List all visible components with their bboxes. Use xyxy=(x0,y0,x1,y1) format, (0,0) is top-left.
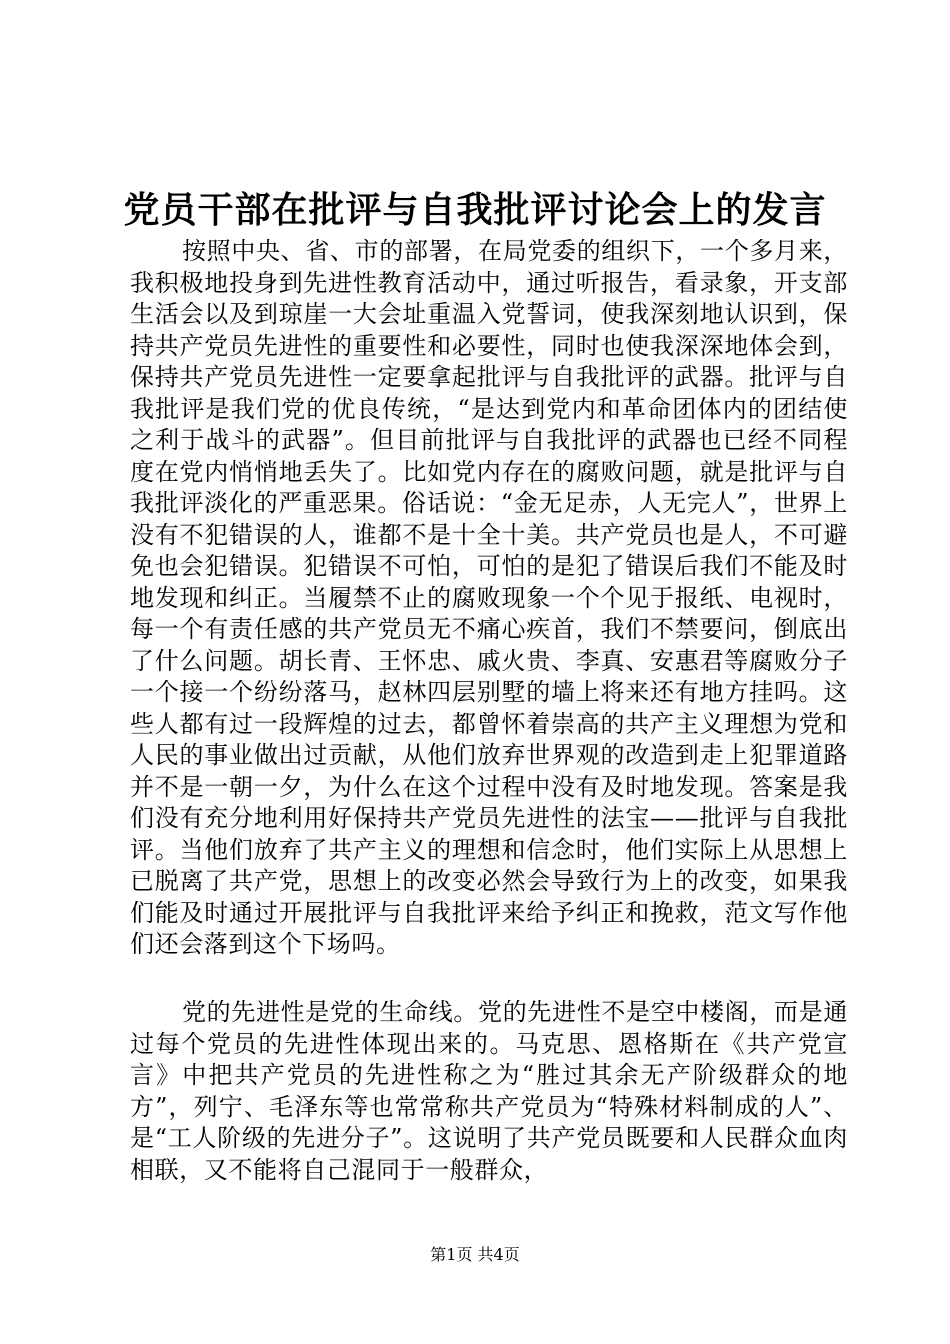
paragraph-1: 按照中央、省、市的部署，在局党委的组织下，一个多月来，我积极地投身到先进性教育活动中，通过听报告，看录象，开支部生活会以及到琼崖一大会址重温入党誓词，使我深刻地认识到，保持共产党员先进性的重要性和必要性，同时也使我深深地体会到，保持共产党员先进性一定要拿起批评与自我批评的武器。批评与自我批评是我们党的优良传统，“是达到党内和革命团体内的团结使之利于战斗的武器”。但目前批评与自我批评的武器也已经不同程度在党内悄悄地丢失了。比如党内存在的腐败问题，就是批评与自我批评淡化的严重恶果。俗话说：“金无足赤，人无完人”，世界上没有不犯错误的人，谁都不是十全十美。共产党员也是人，不可避免也会犯错误。犯错误不可怕，可怕的是犯了错误后我们不能及时地发现和纠正。当履禁不止的腐败现象一个个见于报纸、电视时，每一个有责任感的共产党员无不痛心疾首，我们不禁要问，倒底出了什么问题。胡长青、王怀忠、戚火贵、李真、安惠君等腐败分子一个接一个纷纷落马，赵林四层别墅的墙上将来还有地方挂吗。这些人都有过一段辉煌的过去，都曾怀着崇高的共产主义理想为党和人民的事业做出过贡献，从他们放弃世界观的改造到走上犯罪道路并不是一朝一夕，为什么在这个过程中没有及时地发现。答案是我们没有充分地利用好保持共产党员先进性的法宝——批评与自我批评。当他们放弃了共产主义的理想和信念时，他们实际上从思想上已脱离了共产党，思想上的改变必然会导致行为上的改变，如果我们能及时通过开展批评与自我批评来给予纠正和挽救，范文写作他们还会落到这个下场吗。 xyxy=(130,237,848,958)
paragraph-2: 党的先进性是党的生命线。党的先进性不是空中楼阁，而是通过每个党员的先进性体现出来的。马克思、恩格斯在《共产党宣言》中把共产党员的先进性称之为“胜过其余无产阶级群众的地方”，列宁、毛泽东等也常常称共产党员为“特殊材料制成的人”、是“工人阶级的先进分子”。这说明了共产党员既要和人民群众血肉相联，又不能将自己混同于一般群众， xyxy=(130,998,848,1184)
document-title: 党员干部在批评与自我批评讨论会上的发言 xyxy=(123,189,827,231)
page-number-footer: 第1页 共4页 xyxy=(430,1245,520,1264)
